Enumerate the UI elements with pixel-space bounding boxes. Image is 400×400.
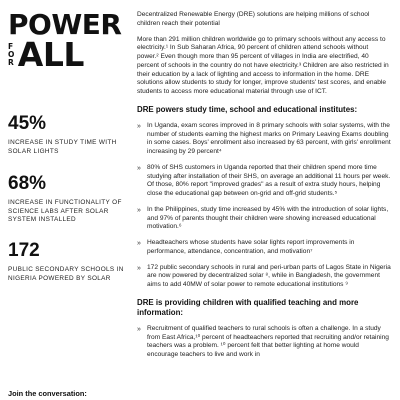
bullet-marker-icon: »: [137, 240, 141, 248]
list-item: [137, 122, 391, 157]
logo-second-line: [8, 34, 90, 74]
bullet-marker-icon: »: [137, 164, 141, 172]
list-item: [137, 164, 391, 199]
bullet-text: In the Philippines, study time increased by 45% with the introduction of solar lights, and 97% of parents thought their children were showing increased educational motivation.⁶: [147, 205, 389, 231]
section2-bullet-list: [137, 325, 391, 360]
logo-for-letter: F: [8, 42, 14, 52]
list-item: [137, 239, 391, 257]
list-item: [137, 325, 391, 360]
stat-value: 45%: [8, 113, 47, 134]
stat-description: INCREASE IN FUNCTIONALITY OF SCIENCE LABS AFTER SOLAR SYSTEM INSTALLED: [8, 199, 122, 224]
stat-science-labs: [8, 174, 128, 225]
bullet-marker-icon: »: [137, 264, 141, 272]
body-paragraph: More than 291 million children worldwide go to primary schools without any access to electricity.¹ In Sub Saharan Africa, 90 percent of children attend schools without power.² Even though more than 95 percent of villages in India are electrified, 40 percent of schools in the country do not have electricity.³ Children are also restricted in their education by a lack of lighting and access to information in the home. DRE solutions allow students to study for longer, improve students' test scores, and enable students to access more educational material through use of ICT.: [137, 35, 389, 96]
join-conversation-label: Join the conversation:: [8, 389, 87, 398]
stat-description: PUBLIC SECONDARY SCHOOLS IN NIGERIA POWERED BY SOLAR: [8, 266, 124, 282]
main-content: [137, 11, 391, 367]
bullet-text: In Uganda, exam scores improved in 8 primary schools with solar systems, with the number of students earning the highest marks on Primary Leaving Exams doubling in some cases. Boys' enrollment also increased by 63 percent, with girls' enrollment increasing by 29 percent⁴: [147, 121, 391, 156]
bullet-text: Headteachers whose students have solar lights report improvements in performance, attendance, concentration, and motivation⁷: [147, 239, 355, 255]
logo-power-text: POWER: [8, 8, 122, 41]
logo-for-letter: O: [8, 49, 15, 59]
list-item: [137, 264, 391, 290]
list-item: [137, 206, 391, 232]
intro-text: Decentralized Renewable Energy (DRE) solutions are helping millions of school children reach their potential: [137, 11, 370, 27]
bullet-marker-icon: »: [137, 325, 141, 333]
left-column: [8, 8, 124, 282]
section-heading-study-time: DRE powers study time, school and educational institutes:: [137, 104, 358, 114]
bullet-text: Recruitment of qualified teachers to rural schools is often a challenge. In a study from East Africa,¹⁰ percent of headteachers reported that recruiting and/or retaining teachers was a problem. ¹⁰ percent felt that better lighting at home would encourage teachers to live and work in: [147, 324, 389, 359]
bullet-text: 172 public secondary schools in rural and peri-urban parts of Lagos State in Nigeria are now powered by decentralized solar ⁸, while in Bangladesh, the government aims to add 40MW of solar power to remote educational institutions ⁹: [147, 263, 391, 289]
stat-value: 68%: [8, 173, 47, 194]
section1-bullet-list: [137, 122, 391, 290]
bullet-marker-icon: »: [137, 122, 141, 130]
bullet-text: 80% of SHS customers in Uganda reported that their children spend more time studying after installation of their SHS, on average an additional 11 hours per week. Of those, 80% report "improved grades" as a result of extra study hours, helping close the educational gap between on-grid and off-grid students.⁵: [147, 163, 391, 198]
stat-nigeria-schools: [8, 241, 128, 283]
stat-study-time: [8, 114, 128, 156]
logo-all-text: ALL: [17, 34, 84, 74]
power-for-all-logo: [8, 8, 122, 74]
logo-for-text: [8, 43, 15, 67]
section-heading-teaching: DRE is providing children with qualified teaching and more information:: [137, 298, 359, 317]
stat-value: 172: [8, 240, 40, 261]
stat-description: INCREASE IN STUDY TIME WITH SOLAR LIGHTS: [8, 139, 117, 155]
logo-for-letter: R: [8, 57, 15, 67]
bullet-marker-icon: »: [137, 206, 141, 214]
